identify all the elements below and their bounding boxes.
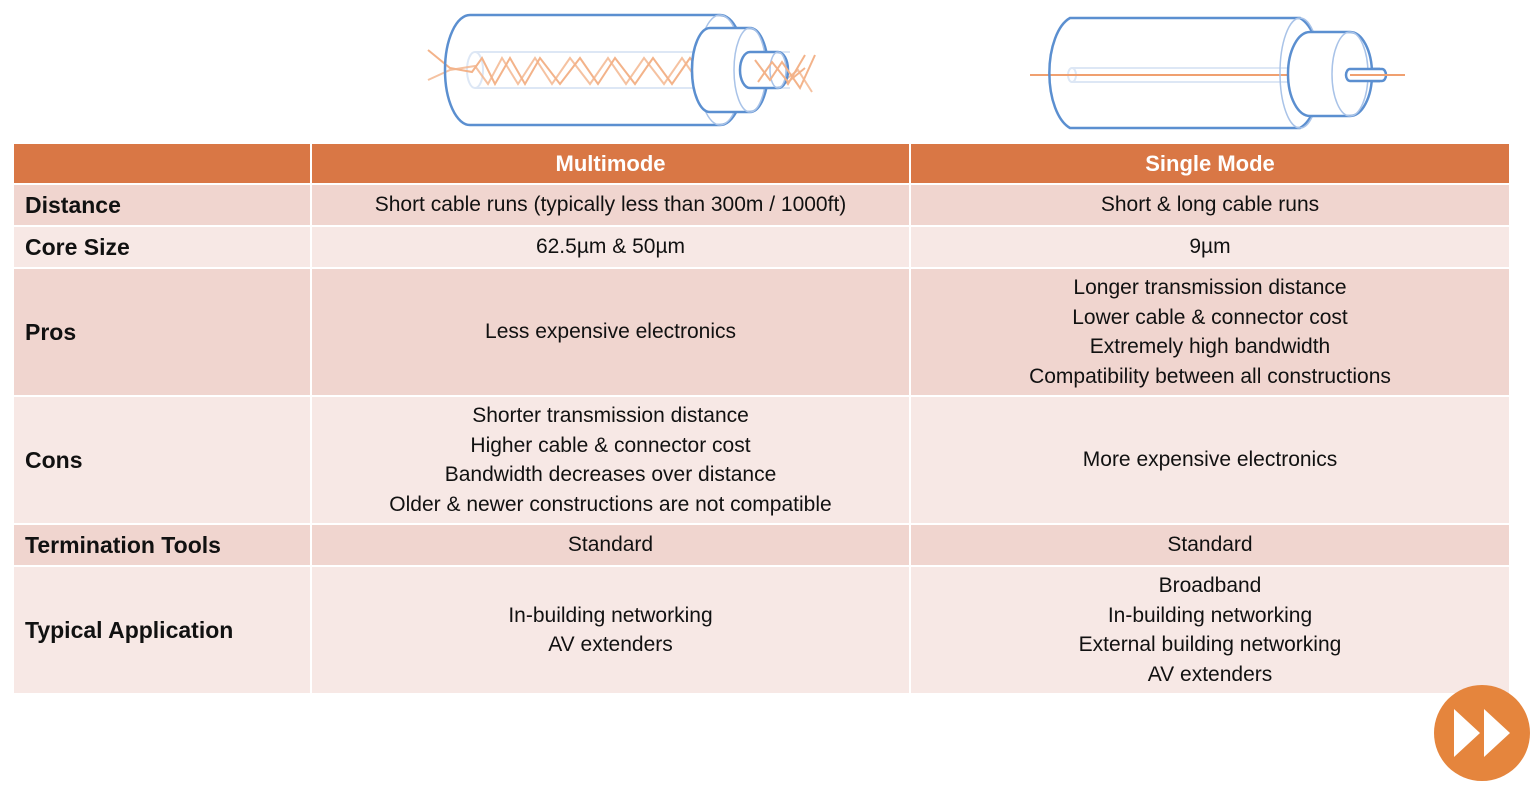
value-line: Short & long cable runs <box>1100 193 1320 217</box>
value-line: AV extenders <box>548 633 673 656</box>
value-line: Longer transmission distance <box>1073 276 1347 299</box>
singlemode-cable-illustration <box>1020 0 1420 140</box>
value-line: Compatibility between all constructions <box>1029 364 1391 388</box>
multimode-value <box>311 184 910 226</box>
fast-forward-icon <box>1434 685 1530 781</box>
fiber-comparison-table <box>12 142 1511 695</box>
table-row-typical-application <box>13 566 1510 694</box>
multimode-fiber-cable-icon <box>420 0 820 140</box>
table-row-core-size <box>13 226 1510 268</box>
value-line: Bandwidth decreases over distance <box>444 463 777 486</box>
multimode-value <box>311 226 910 268</box>
value-line: Short cable runs (typically less than 300m / 1000ft) <box>374 193 847 217</box>
value-line: 9µm <box>1189 235 1231 259</box>
row-label: Pros <box>13 268 311 396</box>
table-row-distance <box>13 184 1510 226</box>
row-label: Typical Application <box>13 566 311 694</box>
value-line: AV extenders <box>1147 662 1273 686</box>
value-line: In-building networking <box>1107 603 1313 627</box>
value-line: Broadband <box>1158 574 1262 597</box>
multimode-cable-illustration <box>420 0 820 140</box>
singlemode-value <box>910 566 1510 694</box>
value-line: External building networking <box>1078 633 1342 656</box>
value-line: 62.5µm & 50µm <box>535 235 686 259</box>
singlemode-value <box>910 268 1510 396</box>
singlemode-value <box>910 184 1510 226</box>
multimode-value <box>311 524 910 566</box>
value-line: Lower cable & connector cost <box>1072 305 1348 329</box>
header-multimode: Multimode <box>311 143 910 184</box>
multimode-value <box>311 268 910 396</box>
value-line: Extremely high bandwidth <box>1089 335 1331 358</box>
row-label: Core Size <box>13 226 311 268</box>
table-row-cons <box>13 396 1510 524</box>
table-row-termination-tools <box>13 524 1510 566</box>
header-single-mode: Single Mode <box>910 143 1510 184</box>
value-line: More expensive electronics <box>1082 448 1338 472</box>
singlemode-fiber-cable-icon <box>1020 0 1420 140</box>
value-line: Older & newer constructions are not compatible <box>389 492 832 516</box>
multimode-value <box>311 396 910 524</box>
singlemode-value <box>910 396 1510 524</box>
multimode-value <box>311 566 910 694</box>
value-line: Standard <box>1167 533 1253 557</box>
value-line: Higher cable & connector cost <box>470 433 751 457</box>
row-label: Cons <box>13 396 311 524</box>
value-line: Shorter transmission distance <box>472 404 749 427</box>
next-slide-button[interactable] <box>1434 685 1530 781</box>
value-line: Standard <box>567 533 654 557</box>
singlemode-value <box>910 226 1510 268</box>
row-label: Termination Tools <box>13 524 311 566</box>
header-empty-cell <box>13 143 311 184</box>
singlemode-value <box>910 524 1510 566</box>
table-row-pros <box>13 268 1510 396</box>
value-line: Less expensive electronics <box>485 320 736 344</box>
row-label: Distance <box>13 184 311 226</box>
value-line: In-building networking <box>508 603 713 627</box>
table-header-row <box>13 143 1510 184</box>
